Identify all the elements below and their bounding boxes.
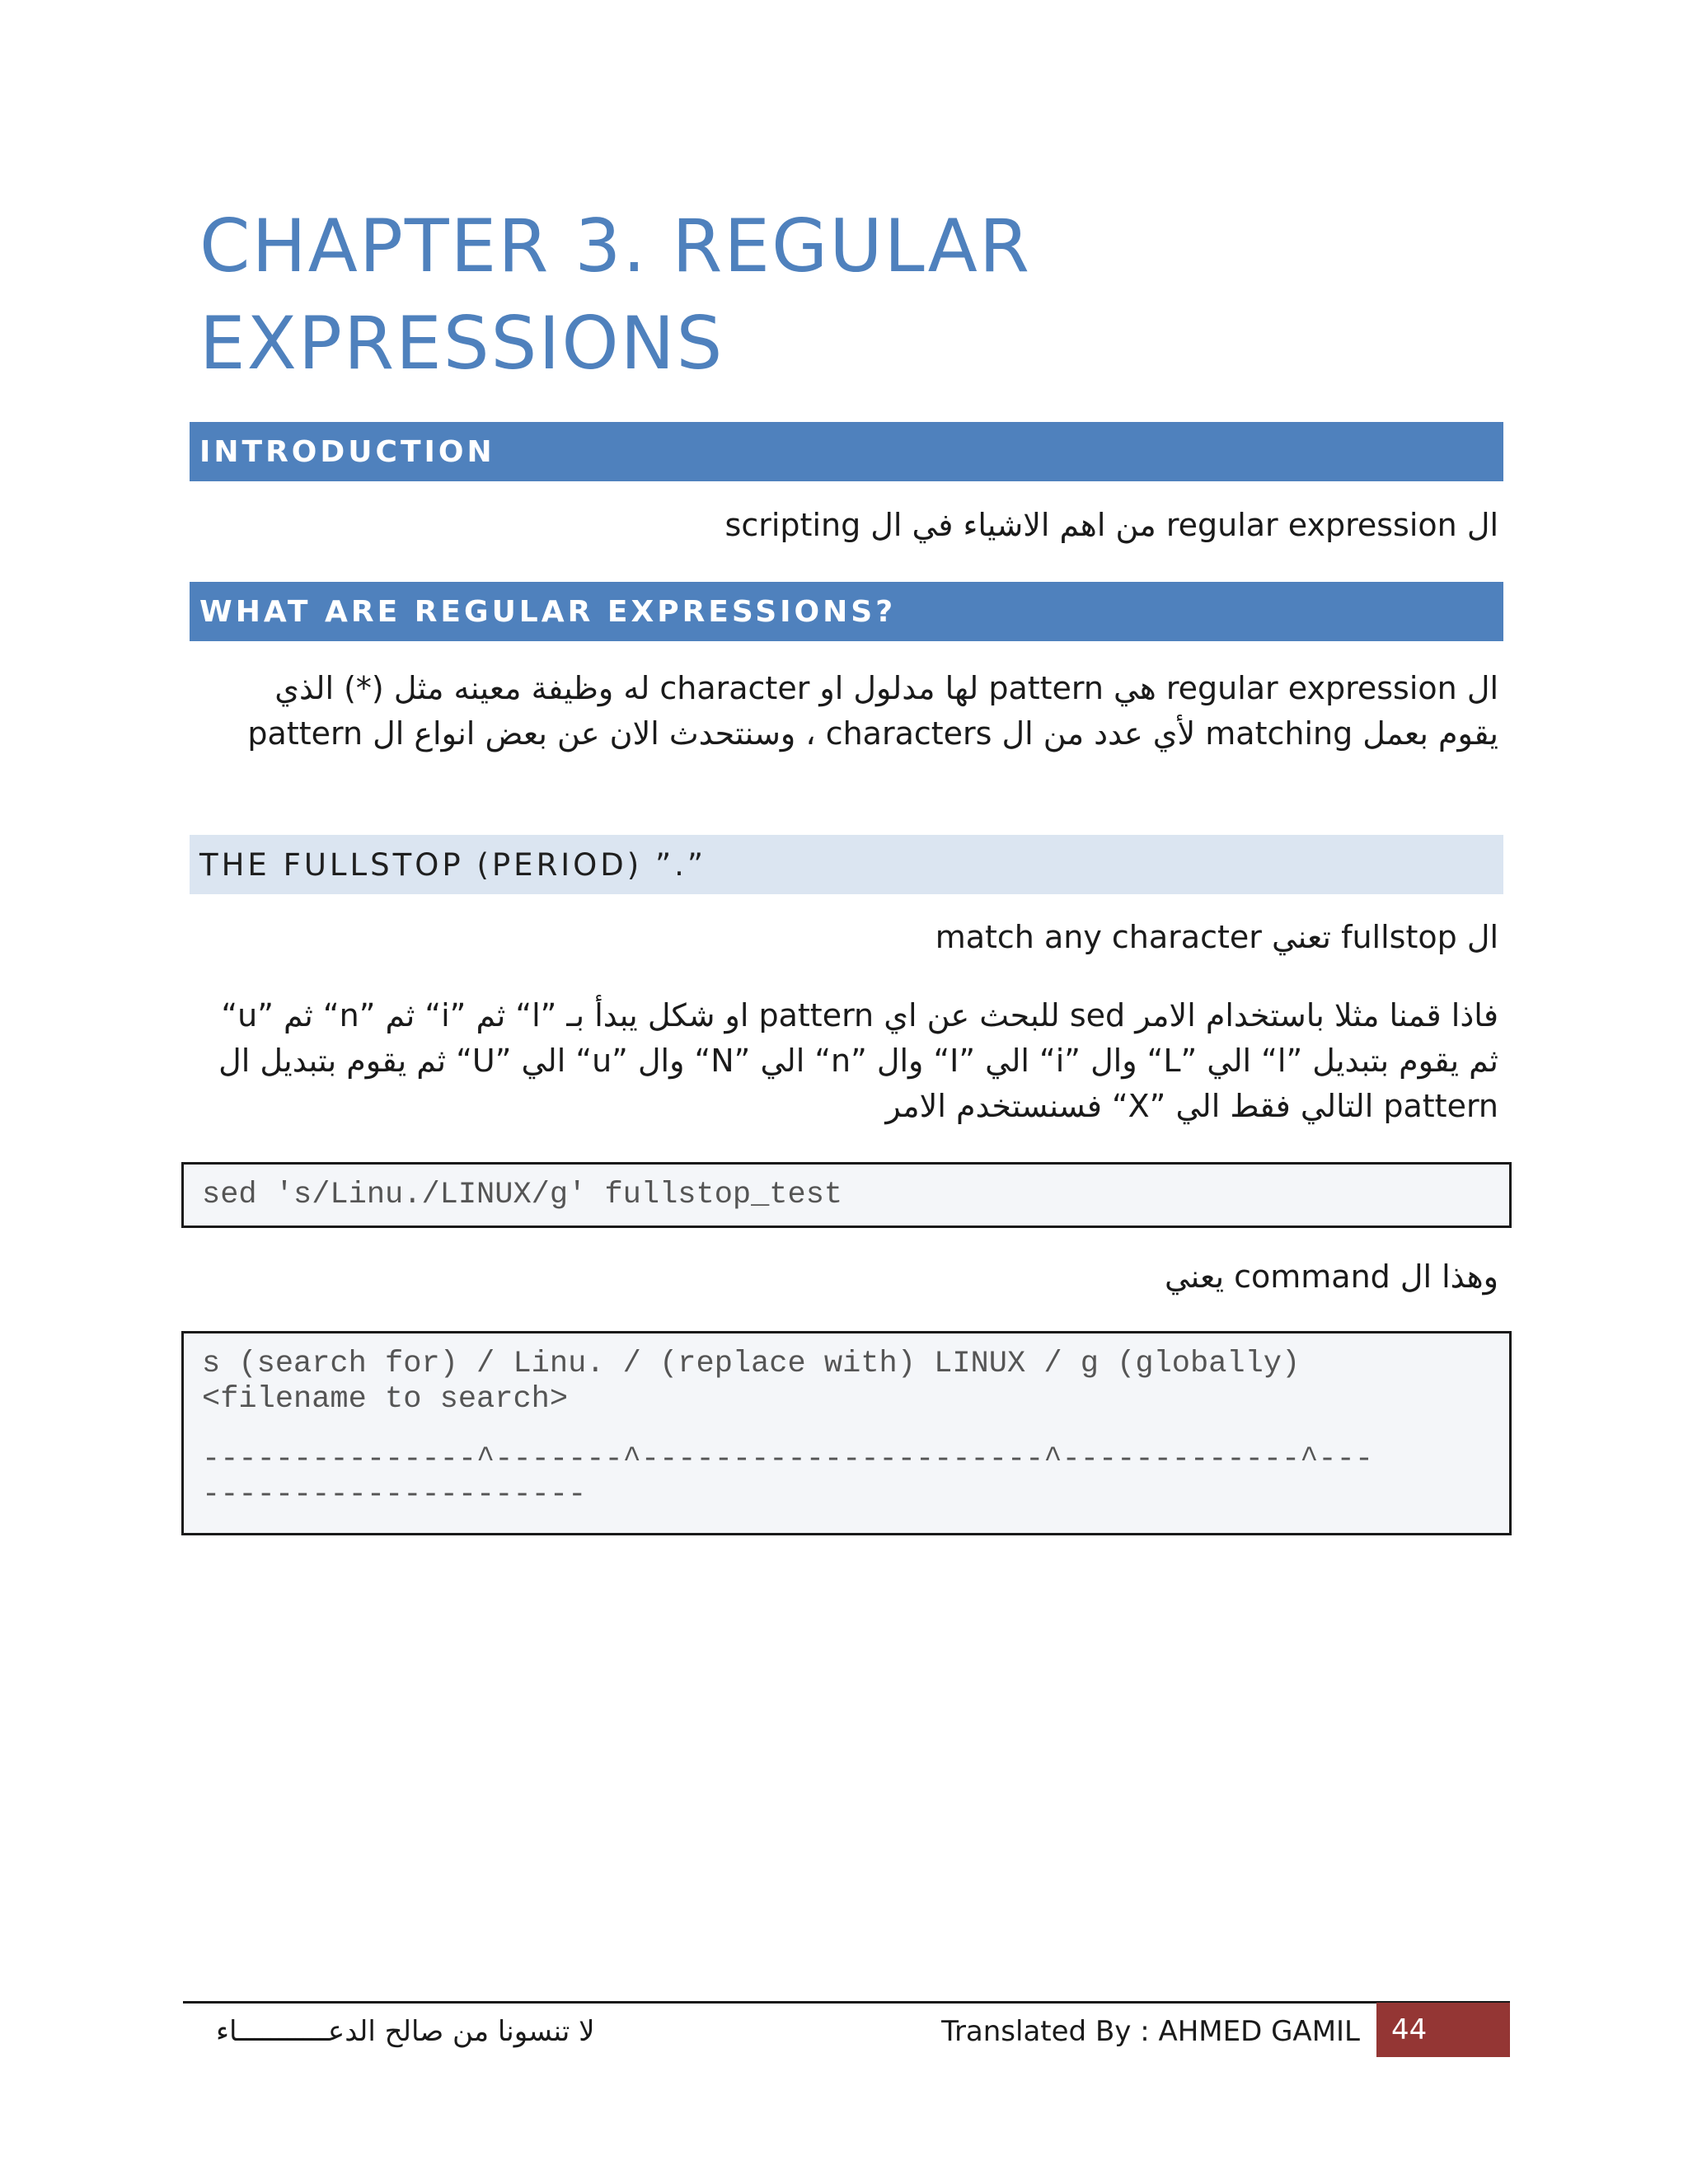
command-meaning-text: وهذا ال command يعني bbox=[1164, 1258, 1498, 1295]
footer-dua-text: لا تنسونا من صالح الدعـــــــــــاء bbox=[216, 2015, 595, 2048]
code-line-2: <filename to search> bbox=[202, 1382, 569, 1417]
section-heading-fullstop: THE FULLSTOP (PERIOD) ”.” bbox=[190, 835, 1503, 894]
code-sed-command: sed 's/Linu./LINUX/g' fullstop_test bbox=[202, 1178, 843, 1212]
section-heading-introduction: INTRODUCTION bbox=[190, 422, 1503, 481]
what-are-text: ال regular expression هي pattern لها مدلول او character له وظيفة معينه مثل (*) الذي يقوم بعمل matching لأي عدد من ال characters ، وسنتحدث الان عن بعض انواع ال pattern bbox=[247, 670, 1498, 752]
section-heading-what-are: WHAT ARE REGULAR EXPRESSIONS? bbox=[190, 582, 1503, 641]
fullstop-definition: ال fullstop تعني match any character bbox=[935, 919, 1498, 955]
code-line-3: ---------------^-------^----------------------^-------------^--- bbox=[202, 1442, 1374, 1477]
page-number-badge bbox=[1376, 2003, 1510, 2057]
chapter-title: CHAPTER 3. REGULAR EXPRESSIONS bbox=[199, 204, 1032, 386]
code-line-4: --------------------- bbox=[202, 1478, 587, 1512]
footer-translated-by: Translated By : AHMED GAMIL bbox=[941, 2015, 1360, 2048]
footer-divider bbox=[183, 2001, 1510, 2004]
fullstop-explanation: فاذا قمنا مثلا باستخدام الامر sed للبحث عن اي pattern او شكل يبدأ بـ ”l“ ثم ”i“ ثم ”n“ ثم ”u“ ثم يقوم بتبديل ”l“ الي ”L“ وال ”i“ الي ”I“ وال ”n“ الي ”N“ وال ”u“ الي ”U“ ثم يقوم بتبديل ال pattern التالي فقط الي ”X“ فسنستخدم الامر bbox=[218, 997, 1498, 1124]
page-number: 44 bbox=[1391, 2013, 1428, 2046]
code-block-explanation bbox=[181, 1331, 1512, 1535]
code-line-1: s (search for) / Linu. / (replace with) LINUX / g (globally) bbox=[202, 1347, 1301, 1381]
code-block-sed-command bbox=[181, 1162, 1512, 1228]
introduction-text: ال regular expression من اهم الاشياء في ال scripting bbox=[724, 507, 1498, 543]
